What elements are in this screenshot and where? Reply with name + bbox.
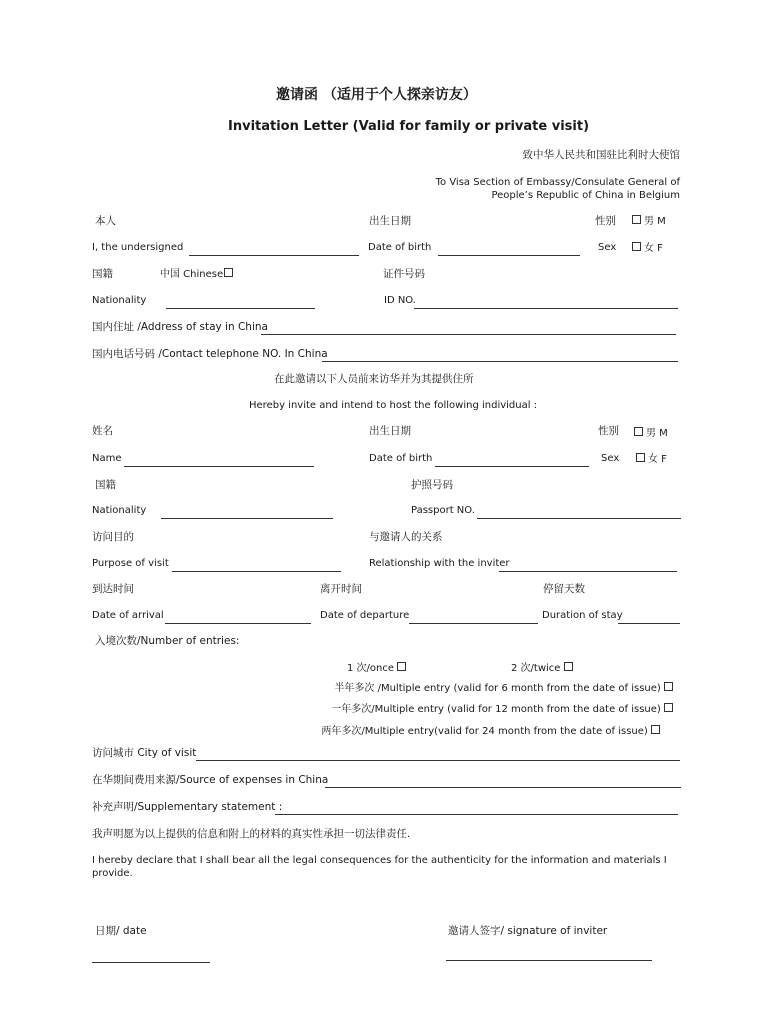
date-label: 日期/ date	[95, 925, 147, 937]
invitee-nationality-label-zh: 国籍	[95, 479, 116, 491]
declaration-zh: 我声明愿为以上提供的信息和附上的材料的真实性承担一切法律责任.	[92, 828, 411, 840]
invitee-sex-label-en: Sex	[601, 453, 620, 464]
inviter-name-field[interactable]	[189, 241, 359, 256]
arrival-label-en: Date of arrival	[92, 610, 164, 621]
departure-field[interactable]	[409, 609, 538, 624]
expenses-field[interactable]	[325, 773, 681, 788]
invitee-name-label-zh: 姓名	[92, 425, 113, 437]
inviter-self-label-zh: 本人	[95, 215, 116, 227]
duration-field[interactable]	[618, 609, 680, 624]
invitee-relationship-label-en: Relationship with the inviter	[369, 558, 510, 569]
inviter-sex-label-zh: 性别	[595, 215, 616, 227]
invitee-passport-label-en: Passport NO.	[411, 505, 475, 516]
invitee-relationship-field[interactable]	[499, 557, 677, 572]
checkbox-icon	[636, 453, 645, 462]
invitee-purpose-field[interactable]	[172, 557, 341, 572]
invitee-passport-label-zh: 护照号码	[411, 479, 453, 491]
inviter-id-extra-field[interactable]	[598, 294, 678, 309]
inviter-dob-label-en: Date of birth	[368, 242, 432, 253]
declaration-en-line2: provide.	[92, 868, 133, 879]
title-english: Invitation Letter (Valid for family or private visit)	[228, 119, 590, 134]
arrival-label-zh: 到达时间	[92, 583, 134, 595]
inviter-self-label-en: I, the undersigned	[92, 242, 184, 253]
departure-label-zh: 离开时间	[320, 583, 362, 595]
declaration-en-line1: I hereby declare that I shall bear all the legal consequences for the authenticity for the information and materials I	[92, 855, 667, 866]
inviter-dob-field[interactable]	[438, 241, 580, 256]
inviter-nationality-field[interactable]	[166, 294, 315, 309]
entry-multi-24-month-checkbox[interactable]: 两年多次/Multiple entry(valid for 24 month from the date of issue)	[321, 725, 663, 738]
inviter-nationality-label-en: Nationality	[92, 295, 147, 306]
invitee-name-field[interactable]	[124, 452, 314, 467]
entry-once-checkbox[interactable]: 1 次/once	[347, 662, 409, 675]
checkbox-icon	[564, 662, 573, 671]
invitee-sex-label-zh: 性别	[598, 425, 619, 437]
checkbox-icon	[651, 725, 660, 734]
arrival-field[interactable]	[165, 609, 311, 624]
invite-statement-en: Hereby invite and intend to host the following individual :	[249, 400, 538, 411]
checkbox-icon	[634, 427, 643, 436]
invitee-dob-label-en: Date of birth	[369, 453, 433, 464]
checkbox-icon	[632, 215, 641, 224]
inviter-sex-label-en: Sex	[598, 242, 617, 253]
invitee-male-checkbox[interactable]: 男 M	[634, 427, 668, 440]
invitee-passport-field[interactable]	[477, 504, 681, 519]
checkbox-icon	[397, 662, 406, 671]
signature-label: 邀请人签字/ signature of inviter	[448, 925, 608, 937]
checkbox-icon	[224, 268, 233, 277]
inviter-phone-field[interactable]	[322, 347, 678, 362]
supplementary-field[interactable]	[275, 800, 678, 815]
invite-statement-zh: 在此邀请以下人员前来访华并为其提供住所	[274, 373, 474, 385]
invitee-relationship-label-zh: 与邀请人的关系	[369, 531, 443, 543]
signature-field[interactable]	[446, 946, 652, 961]
inviter-dob-label-zh: 出生日期	[369, 215, 411, 227]
addressee-chinese: 致中华人民共和国驻比利时大使馆	[522, 149, 680, 161]
checkbox-icon	[664, 682, 673, 691]
date-field[interactable]	[92, 948, 210, 963]
inviter-chinese-checkbox[interactable]: 中国 Chinese	[160, 268, 236, 281]
expenses-label: 在华期间费用来源/Source of expenses in China	[92, 774, 329, 786]
entry-twice-checkbox[interactable]: 2 次/twice	[511, 662, 576, 675]
duration-label-en: Duration of stay	[542, 610, 623, 621]
inviter-address-field[interactable]	[261, 320, 676, 335]
invitee-purpose-label-en: Purpose of visit	[92, 558, 169, 569]
duration-label-zh: 停留天数	[543, 583, 585, 595]
inviter-id-label-zh: 证件号码	[383, 268, 425, 280]
entry-multi-12-month-checkbox[interactable]: 一年多次/Multiple entry (valid for 12 month from the date of issue)	[331, 703, 676, 716]
city-field[interactable]	[196, 746, 680, 761]
addressee-english-line2: People’s Republic of China in Belgium	[491, 190, 680, 201]
inviter-nationality-label-zh: 国籍	[92, 268, 113, 280]
inviter-phone-label: 国内电话号码 /Contact telephone NO. In China	[92, 348, 328, 360]
inviter-male-checkbox[interactable]: 男 M	[632, 215, 666, 228]
inviter-address-label: 国内住址 /Address of stay in China	[92, 321, 268, 333]
invitee-name-label-en: Name	[92, 453, 122, 464]
inviter-id-field[interactable]	[414, 294, 598, 309]
invitee-nationality-label-en: Nationality	[92, 505, 147, 516]
entries-label: 入境次数/Number of entries:	[95, 635, 240, 647]
checkbox-icon	[664, 703, 673, 712]
invitee-dob-label-zh: 出生日期	[369, 425, 411, 437]
city-label: 访问城市 City of visit	[92, 747, 197, 759]
invitee-nationality-field[interactable]	[161, 504, 333, 519]
invitee-female-checkbox[interactable]: 女 F	[636, 453, 667, 466]
inviter-female-checkbox[interactable]: 女 F	[632, 242, 663, 255]
inviter-id-label-en: ID NO.	[384, 295, 416, 306]
title-chinese: 邀请函 （适用于个人探亲访友）	[276, 87, 477, 103]
supplementary-label: 补充声明/Supplementary statement :	[92, 801, 283, 813]
checkbox-icon	[632, 242, 641, 251]
invitee-purpose-label-zh: 访问目的	[92, 531, 134, 543]
addressee-english-line1: To Visa Section of Embassy/Consulate General of	[435, 177, 680, 188]
departure-label-en: Date of departure	[320, 610, 410, 621]
entry-multi-6-month-checkbox[interactable]: 半年多次 /Multiple entry (valid for 6 month from the date of issue)	[334, 682, 676, 695]
invitee-dob-field[interactable]	[435, 452, 589, 467]
